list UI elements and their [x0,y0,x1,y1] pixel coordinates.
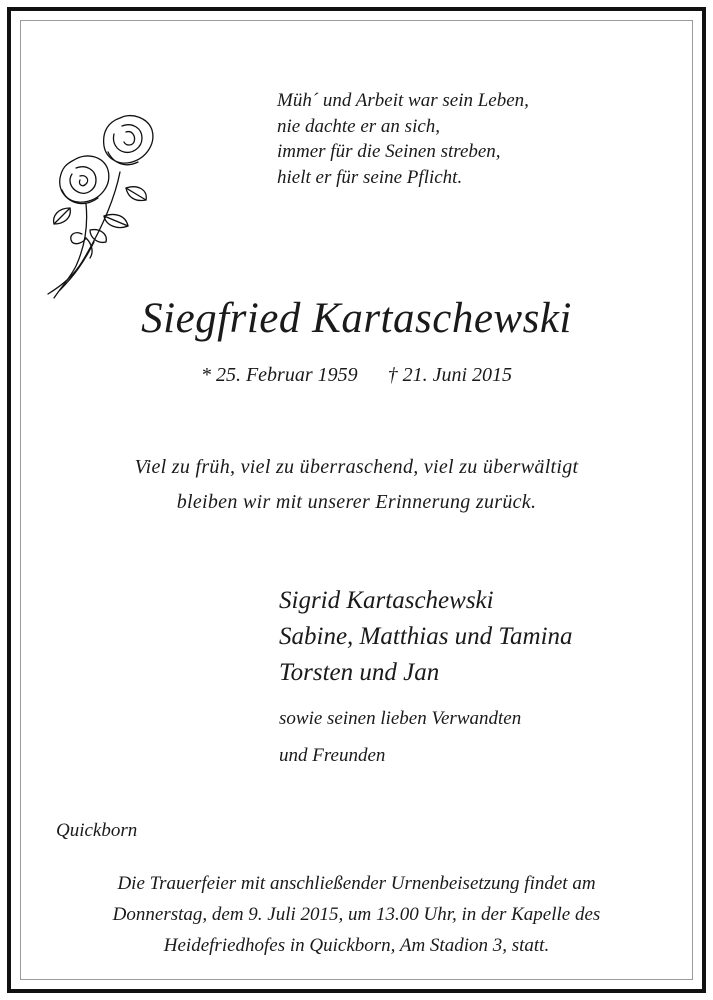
notice-line: Die Trauerfeier mit anschließender Urnenbeisetzung findet am [117,873,596,894]
mourners-names [279,583,573,691]
poem-line: hielt er für seine Pflicht. [277,166,463,188]
mourner-name: Torsten und Jan [279,659,440,686]
deceased-name: Siegfried Kartaschewski [141,295,572,342]
funeral-notice [0,868,713,961]
mourners-also-line: und Freunden [279,745,386,766]
poem-line: Müh´ und Arbeit war sein Leben, [277,90,529,111]
mourners-also [279,700,521,774]
mourner-name: Sigrid Kartaschewski [279,587,494,614]
death-date: † 21. Juni 2015 [387,364,513,386]
quote [0,450,713,520]
mourner-name: Sabine, Matthias und Tamina [279,623,573,650]
mourners-also-line: sowie seinen lieben Verwandten [279,708,522,729]
notice-line: Heidefriedhofes in Quickborn, Am Stadion 3, statt. [163,935,550,956]
rose-icon [34,112,164,300]
place: Quickborn [56,820,138,841]
life-dates [0,364,713,387]
poem-line: nie dachte er an sich, [277,115,441,137]
quote-line: bleiben wir mit unserer Erinnerung zurück. [176,491,537,513]
poem-line: immer für die Seinen streben, [277,141,501,162]
notice-line: Donnerstag, dem 9. Juli 2015, um 13.00 Uhr, in der Kapelle des [112,904,601,925]
birth-date: * 25. Februar 1959 [200,364,358,386]
poem [277,88,529,190]
quote-line: Viel zu früh, viel zu überraschend, viel zu überwältigt [134,456,579,478]
